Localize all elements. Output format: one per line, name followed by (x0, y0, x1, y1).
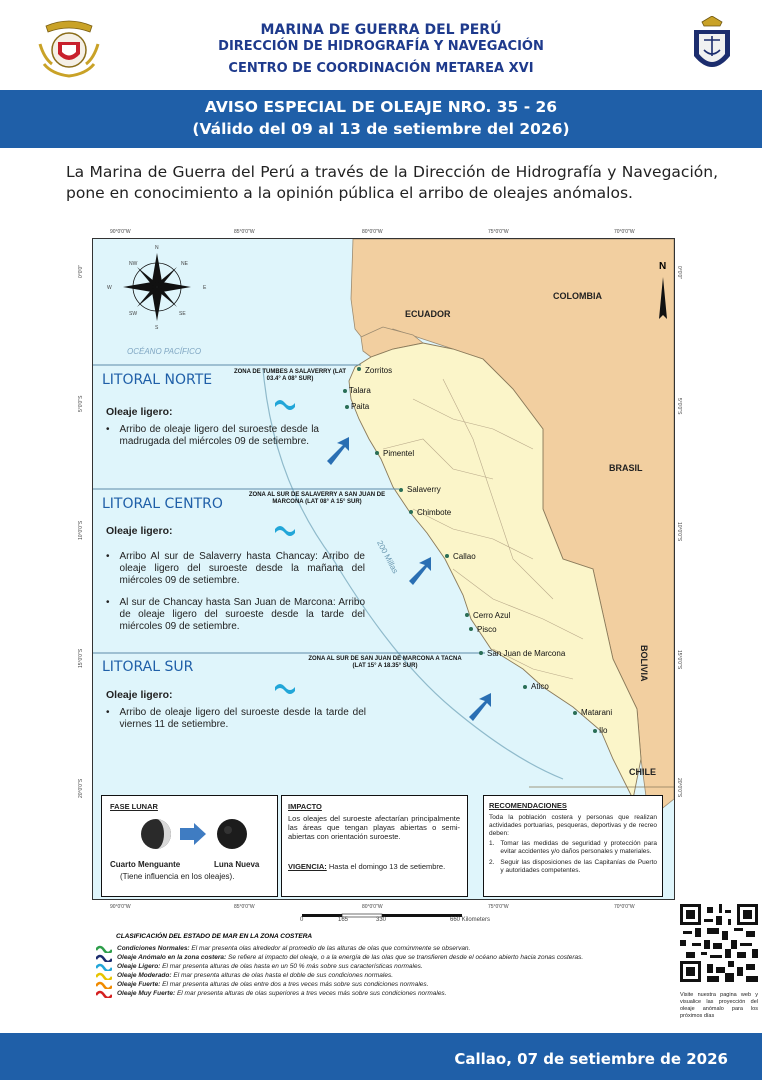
lon-label-bottom: 85°0'0"W (234, 904, 255, 910)
lon-label-top: 70°0'0"W (614, 229, 635, 235)
compass-s: S (155, 325, 159, 331)
list-item: • Arribo de oleaje ligero del suroeste desde la madrugada del miércoles 09 de setiembre. (106, 424, 319, 447)
zone-sur-title: LITORAL SUR (102, 659, 194, 675)
impacto-text: Los oleajes del suroeste afectarían principalmente las áreas que tengan playas abiertas o semi-abiertas con orientación suroeste. (288, 814, 460, 841)
city-dot (573, 711, 577, 715)
country-colombia: COLOMBIA (553, 291, 602, 301)
legend-item: Oleaje Fuerte: El mar presenta alturas de olas entre dos a tres veces más sobre sus condiciones normales. (96, 980, 686, 989)
scale-tick: 660 Kilometers (450, 917, 491, 923)
list-item: • Al sur de Chancay hasta San Juan de Marcona: Arribo de oleaje ligero del suroeste desde la tarde del miércoles 09 de setiembre. (106, 597, 365, 632)
moon-to-label: Luna Nueva (214, 860, 260, 869)
legend (96, 944, 686, 998)
zone-sur-heading: Oleaje ligero: (106, 689, 173, 701)
wave-icon (96, 981, 112, 989)
compass-ne: NE (181, 261, 188, 267)
compass-nw: NW (129, 261, 138, 267)
city-pisco: Pisco (477, 625, 497, 634)
city-cerro-azul: Cerro Azul (473, 611, 511, 620)
lat-label-right: 0°0'0" (676, 266, 682, 280)
footer-date: Callao, 07 de setiembre de 2026 (454, 1050, 728, 1068)
city-dot (343, 389, 347, 393)
recomendaciones-text: Toda la población costera y personas que realizan actividades portuarias, pesqueras, deportivas y de recreo deben: (489, 814, 657, 837)
city-dot (445, 554, 449, 558)
city-dot (375, 451, 379, 455)
city-dot (523, 685, 527, 689)
compass-n: N (155, 245, 159, 251)
city-chimbote: Chimbote (417, 508, 452, 517)
city-paita: Paita (351, 402, 370, 411)
zone-norte-body (106, 406, 319, 458)
scale-tick: 165 (338, 917, 349, 923)
city-ilo: Ilo (599, 726, 608, 735)
lat-label-right: 5°0'0"S (676, 398, 682, 415)
title-banner (0, 90, 762, 148)
country-brasil: BRASIL (609, 463, 643, 473)
moon-note: (Tiene influencia en los oleajes). (120, 872, 235, 881)
country-ecuador: ECUADOR (405, 309, 451, 319)
lon-label-top: 90°0'0"W (110, 229, 131, 235)
legend-title: CLASIFICACIÓN DEL ESTADO DE MAR EN LA ZONA COSTERA (116, 933, 313, 940)
impacto-box (281, 795, 468, 897)
lon-label-bottom: 90°0'0"W (110, 904, 131, 910)
list-item: 1. Tomar las medidas de seguridad y protección para evitar accidentes y/o daños personales y materiales. (489, 840, 657, 855)
recomendaciones-list (489, 840, 657, 875)
lat-label-left: 10°0'0"S (78, 520, 84, 540)
scale-tick: 330 (376, 917, 387, 923)
miles-label: 200 Millas (375, 539, 400, 576)
legend-item: Oleaje Moderado: El mar presenta alturas de olas hasta el doble de sus condiciones normales. (96, 971, 686, 980)
lon-label-bottom: 75°0'0"W (488, 904, 509, 910)
lat-label-right: 15°0'0"S (676, 650, 682, 670)
zone-norte-heading: Oleaje ligero: (106, 406, 173, 418)
qr-note: Visite nuestra pagina web y visualice las proyección del oleaje anómalo para los próximos días (680, 992, 758, 1019)
zone-centro-body (106, 525, 365, 643)
city-dot (357, 367, 361, 371)
scale-bar (300, 912, 491, 926)
lat-label-left: 20°0'0"S (78, 778, 84, 798)
impacto-title: IMPACTO (288, 802, 322, 811)
zone-norte-title: LITORAL NORTE (102, 372, 213, 388)
zone-centro-title: LITORAL CENTRO (102, 496, 223, 512)
city-pimentel: Pimentel (383, 449, 415, 458)
header-line-3: CENTRO DE COORDINACIÓN METAREA XVI (228, 61, 534, 76)
city-dot (469, 627, 473, 631)
city-san-juan-de-marcona: San Juan de Marcona (487, 649, 566, 658)
footer-bar (0, 1033, 762, 1080)
lat-label-left: 5°0'0"S (78, 395, 84, 412)
fase-lunar-title: FASE LUNAR (110, 802, 158, 811)
wave-icon (96, 963, 112, 971)
intro-paragraph: La Marina de Guerra del Perú a través de la Dirección de Hidrografía y Navegación, pone en conocimiento a la opinión pública el arribo de oleajes anómalos. (66, 163, 718, 202)
lat-label-left: 15°0'0"S (78, 648, 84, 668)
compass-e: E (203, 285, 207, 291)
banner-title: AVISO ESPECIAL DE OLEAJE NRO. 35 - 26 (204, 98, 558, 116)
city-dot (479, 651, 483, 655)
ocean-label: OCÉANO PACÍFICO (127, 347, 202, 356)
recomendaciones-box (483, 795, 663, 897)
city-zorritos: Zorritos (365, 366, 393, 375)
lon-label-bottom: 80°0'0"W (362, 904, 383, 910)
zone-centro-subtitle: ZONA AL SUR DE SALAVERRY A SAN JUAN DE MARCONA (LAT 08° A 15° SUR) (248, 492, 386, 505)
compass-w: W (107, 285, 112, 291)
lat-label-right: 10°0'0"S (676, 522, 682, 542)
wave-icon (96, 954, 112, 962)
wave-icon (96, 990, 112, 998)
scale-tick: 0 (300, 917, 304, 923)
city-dot (399, 488, 403, 492)
country-chile: CHILE (629, 767, 656, 777)
legend-item: Oleaje Ligero: El mar presenta alturas de olas hasta en un 50 % más sobre sus características normales. (96, 962, 686, 971)
peru-map (92, 238, 675, 900)
city-matarani: Matarani (581, 708, 613, 717)
fase-lunar-box (101, 795, 278, 897)
city-talara: Talara (349, 386, 371, 395)
lat-label-left: 0°0'0" (78, 264, 84, 278)
lon-label-top: 85°0'0"W (234, 229, 255, 235)
moon-from-label: Cuarto Menguante (110, 860, 181, 869)
recomendaciones-title: RECOMENDACIONES (489, 801, 567, 810)
zone-sur-body (106, 689, 366, 741)
lon-label-top: 80°0'0"W (362, 229, 383, 235)
city-callao: Callao (453, 552, 476, 561)
lat-label-right: 20°0'0"S (676, 778, 682, 798)
qr-code[interactable] (680, 904, 758, 982)
wave-icon (96, 945, 112, 953)
city-atico: Atico (531, 682, 549, 691)
city-dot (465, 613, 469, 617)
wave-icon (96, 972, 112, 980)
city-salaverry: Salaverry (407, 485, 441, 494)
city-dot (345, 405, 349, 409)
zone-centro-heading: Oleaje ligero: (106, 525, 173, 537)
lon-label-bottom: 70°0'0"W (614, 904, 635, 910)
country-bolivia: BOLIVIA (639, 645, 649, 682)
list-item: • Arribo de oleaje ligero del suroeste desde la tarde del viernes 11 de setiembre. (106, 707, 366, 730)
north-label: N (659, 261, 667, 272)
header-line-2: DIRECCIÓN DE HIDROGRAFÍA Y NAVEGACIÓN (218, 39, 544, 54)
zone-sur-subtitle: ZONA AL SUR DE SAN JUAN DE MARCONA A TACNA (LAT 15° A 18.35° SUR) (308, 656, 462, 669)
legend-item: Oleaje Muy Fuerte: El mar presenta alturas de olas superiores a tres veces más sobre sus condiciones normales. (96, 989, 686, 998)
header-line-1: MARINA DE GUERRA DEL PERÚ (260, 22, 502, 38)
compass-se: SE (179, 311, 186, 317)
city-dot (409, 510, 413, 514)
list-item: • Arribo Al sur de Salaverry hasta Chancay: Arribo de oleaje ligero del suroeste desde la mañana del miércoles 09 de setiembre. (106, 551, 365, 586)
zone-norte-subtitle: ZONA DE TUMBES A SALAVERRY (LAT 03.4° A 08° SUR) (233, 369, 347, 382)
city-dot (593, 729, 597, 733)
vigencia: VIGENCIA: Hasta el domingo 13 de setiembre. (288, 862, 446, 871)
banner-subtitle: (Válido del 09 al 13 de setiembre del 2026) (192, 120, 570, 138)
legend-item: Oleaje Anómalo en la zona costera: Se refiere al impacto del oleaje, o a la energía de las olas que se transfieren desde el océano abierto hacia zonas costeras. (96, 953, 686, 962)
list-item: 2. Seguir las disposiciones de las Capitanías de Puerto y autoridades competentes. (489, 859, 657, 874)
legend-item: Condiciones Normales: El mar presenta olas alrededor al promedio de las alturas de olas que comúnmente se observan. (96, 944, 686, 953)
moon-phases-icon (140, 816, 250, 852)
compass-sw: SW (129, 311, 138, 317)
lon-label-top: 75°0'0"W (488, 229, 509, 235)
